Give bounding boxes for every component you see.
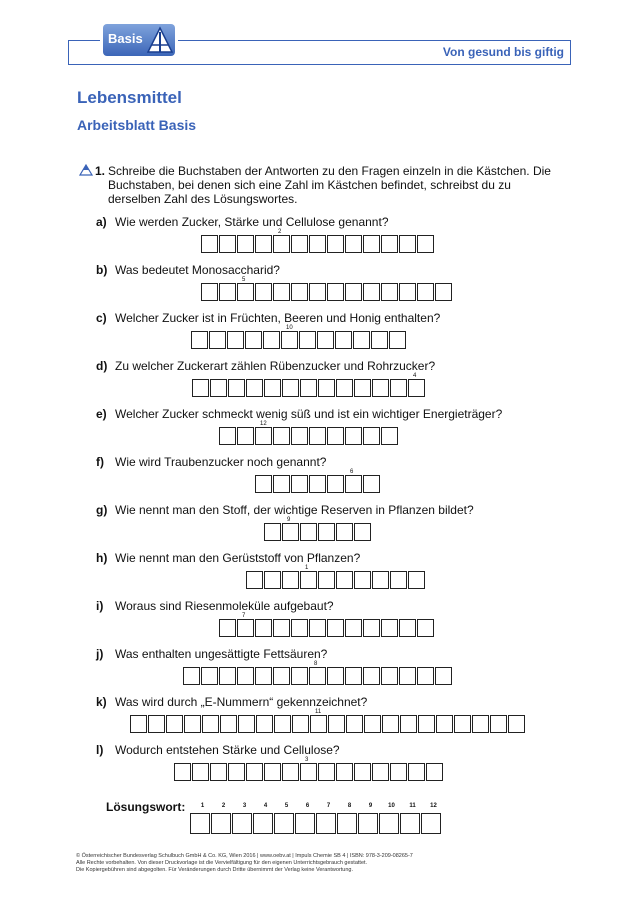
answer-cell[interactable] xyxy=(364,715,381,733)
answer-cell[interactable] xyxy=(264,763,281,781)
answer-boxes xyxy=(192,379,426,397)
question-text: Wodurch entstehen Stärke und Cellulose? xyxy=(115,743,340,757)
answer-cell[interactable] xyxy=(363,283,380,301)
answer-boxes xyxy=(255,475,381,493)
question-text: Welcher Zucker ist in Früchten, Beeren und Honig enthalten? xyxy=(115,311,441,325)
solution-index-mark: 9 xyxy=(287,517,291,523)
answer-cell[interactable] xyxy=(255,283,272,301)
basis-logo xyxy=(100,21,178,59)
answer-cell[interactable] xyxy=(246,763,263,781)
footer-line: Die Kopiergebühren sind abgegolten. Für Veränderungen durch Dritte übernimmt der Verlag keine Verantwortung. xyxy=(76,867,354,873)
answer-cell[interactable] xyxy=(291,235,308,253)
solution-index-mark: 12 xyxy=(260,421,267,427)
answer-cell[interactable] xyxy=(335,331,352,349)
answer-cell[interactable] xyxy=(381,619,398,637)
question-text: Was wird durch „E-Nummern“ gekennzeichnet? xyxy=(115,695,368,709)
answer-cell[interactable] xyxy=(345,619,362,637)
answer-cell[interactable] xyxy=(399,619,416,637)
answer-cell[interactable] xyxy=(202,715,219,733)
answer-cell[interactable] xyxy=(345,235,362,253)
solution-cell[interactable] xyxy=(379,813,399,834)
answer-cell[interactable] xyxy=(390,379,407,397)
question-label: b) xyxy=(96,263,108,277)
answer-boxes xyxy=(219,619,435,637)
answer-cell[interactable] xyxy=(237,283,254,301)
question-text: Wie werden Zucker, Stärke und Cellulose genannt? xyxy=(115,215,389,229)
solution-cell[interactable] xyxy=(211,813,231,834)
answer-cell[interactable] xyxy=(219,427,236,445)
solution-cell[interactable] xyxy=(190,813,210,834)
answer-cell[interactable] xyxy=(454,715,471,733)
answer-cell[interactable] xyxy=(417,667,434,685)
answer-cell[interactable] xyxy=(192,379,209,397)
answer-cell[interactable] xyxy=(227,331,244,349)
question-label: e) xyxy=(96,407,107,421)
answer-cell[interactable] xyxy=(418,715,435,733)
answer-cell[interactable] xyxy=(220,715,237,733)
question-text: Wie wird Traubenzucker noch genannt? xyxy=(115,455,327,469)
solution-cell[interactable] xyxy=(358,813,378,834)
answer-cell[interactable] xyxy=(255,667,272,685)
solution-label: Lösungswort: xyxy=(106,800,186,814)
question-label: c) xyxy=(96,311,107,325)
answer-cell[interactable] xyxy=(371,331,388,349)
answer-cell[interactable] xyxy=(201,667,218,685)
answer-cell[interactable] xyxy=(255,619,272,637)
footer-line: © Österreichischer Bundesverlag Schulbuch GmbH & Co. KG, Wien 2016 | www.oebv.at | Impuls Chemie SB 4 | ISBN: 978-3-209-08265-7 xyxy=(76,853,413,859)
answer-cell[interactable] xyxy=(399,235,416,253)
answer-cell[interactable] xyxy=(274,715,291,733)
header-topic: Von gesund bis giftig xyxy=(442,45,564,59)
solution-index-mark: 8 xyxy=(314,661,318,667)
solution-index-mark: 6 xyxy=(350,469,354,475)
answer-boxes xyxy=(264,523,372,541)
answer-cell[interactable] xyxy=(219,667,236,685)
solution-boxes xyxy=(190,813,442,831)
question-label: g) xyxy=(96,503,108,517)
answer-cell[interactable] xyxy=(382,715,399,733)
question-label: k) xyxy=(96,695,107,709)
answer-cell[interactable] xyxy=(346,715,363,733)
answer-cell[interactable] xyxy=(291,475,308,493)
question-text: Was bedeutet Monosaccharid? xyxy=(115,263,280,277)
solution-index-mark: 2 xyxy=(278,229,282,235)
answer-cell[interactable] xyxy=(130,715,147,733)
question-text: Zu welcher Zuckerart zählen Rübenzucker und Rohrzucker? xyxy=(115,359,436,373)
answer-cell[interactable] xyxy=(354,523,371,541)
answer-cell[interactable] xyxy=(210,763,227,781)
answer-cell[interactable] xyxy=(309,619,326,637)
solution-number: 9 xyxy=(368,803,373,809)
answer-cell[interactable] xyxy=(408,763,425,781)
answer-cell[interactable] xyxy=(201,283,218,301)
answer-cell[interactable] xyxy=(328,715,345,733)
solution-index-mark: 7 xyxy=(242,613,246,619)
answer-cell[interactable] xyxy=(372,763,389,781)
answer-cell[interactable] xyxy=(472,715,489,733)
logo-text: Basis xyxy=(108,31,143,46)
answer-cell[interactable] xyxy=(273,283,290,301)
answer-cell[interactable] xyxy=(245,331,262,349)
answer-cell[interactable] xyxy=(292,715,309,733)
answer-cell[interactable] xyxy=(417,235,434,253)
solution-cell[interactable] xyxy=(232,813,252,834)
answer-cell[interactable] xyxy=(282,763,299,781)
answer-cell[interactable] xyxy=(282,571,299,589)
page-subtitle: Arbeitsblatt Basis xyxy=(77,117,197,133)
solution-number: 10 xyxy=(388,803,395,809)
question-label: d) xyxy=(96,359,108,373)
solution-cell[interactable] xyxy=(421,813,441,834)
answer-cell[interactable] xyxy=(327,283,344,301)
answer-cell[interactable] xyxy=(255,235,272,253)
answer-cell[interactable] xyxy=(327,475,344,493)
answer-cell[interactable] xyxy=(426,763,443,781)
solution-numbers xyxy=(192,803,444,809)
answer-cell[interactable] xyxy=(300,763,317,781)
answer-cell[interactable] xyxy=(300,379,317,397)
answer-cell[interactable] xyxy=(435,667,452,685)
answer-cell[interactable] xyxy=(336,379,353,397)
answer-boxes xyxy=(174,763,444,781)
answer-cell[interactable] xyxy=(246,379,263,397)
question-label: l) xyxy=(96,743,104,757)
answer-cell[interactable] xyxy=(309,667,326,685)
footer-line: Alle Rechte vorbehalten. Von dieser Druckvorlage ist die Vervielfältigung für den eigenen Unterrichtsgebrauch gestattet. xyxy=(76,860,368,866)
question-text: Woraus sind Riesenmoleküle aufgebaut? xyxy=(115,599,334,613)
solution-index-mark: 5 xyxy=(242,277,246,283)
solution-cell[interactable] xyxy=(400,813,420,834)
answer-boxes xyxy=(201,283,453,301)
answer-cell[interactable] xyxy=(363,619,380,637)
answer-cell[interactable] xyxy=(291,283,308,301)
answer-boxes xyxy=(183,667,453,685)
solution-cell[interactable] xyxy=(274,813,294,834)
answer-cell[interactable] xyxy=(354,763,371,781)
answer-cell[interactable] xyxy=(363,475,380,493)
answer-cell[interactable] xyxy=(372,379,389,397)
answer-cell[interactable] xyxy=(363,667,380,685)
task-number: 1. xyxy=(95,164,106,178)
solution-number: 4 xyxy=(263,803,268,809)
answer-cell[interactable] xyxy=(183,667,200,685)
answer-boxes xyxy=(191,331,407,349)
answer-cell[interactable] xyxy=(191,331,208,349)
answer-cell[interactable] xyxy=(174,763,191,781)
answer-cell[interactable] xyxy=(309,283,326,301)
answer-cell[interactable] xyxy=(166,715,183,733)
answer-cell[interactable] xyxy=(192,763,209,781)
answer-cell[interactable] xyxy=(389,331,406,349)
answer-boxes xyxy=(201,235,435,253)
answer-cell[interactable] xyxy=(237,427,254,445)
answer-cell[interactable] xyxy=(273,427,290,445)
answer-cell[interactable] xyxy=(318,523,335,541)
answer-cell[interactable] xyxy=(390,763,407,781)
solution-index-mark: 11 xyxy=(315,709,322,715)
answer-cell[interactable] xyxy=(317,331,334,349)
solution-cell[interactable] xyxy=(316,813,336,834)
answer-cell[interactable] xyxy=(309,475,326,493)
answer-cell[interactable] xyxy=(381,235,398,253)
answer-cell[interactable] xyxy=(353,331,370,349)
answer-cell[interactable] xyxy=(508,715,525,733)
answer-cell[interactable] xyxy=(219,619,236,637)
solution-number: 7 xyxy=(326,803,331,809)
question-text: Wie nennt man den Stoff, der wichtige Reserven in Pflanzen bildet? xyxy=(115,503,474,517)
answer-cell[interactable] xyxy=(273,667,290,685)
answer-cell[interactable] xyxy=(345,283,362,301)
answer-cell[interactable] xyxy=(490,715,507,733)
solution-number: 1 xyxy=(200,803,205,809)
answer-cell[interactable] xyxy=(291,667,308,685)
question-label: f) xyxy=(96,455,104,469)
answer-cell[interactable] xyxy=(263,331,280,349)
answer-cell[interactable] xyxy=(436,715,453,733)
solution-cell[interactable] xyxy=(337,813,357,834)
question-label: h) xyxy=(96,551,108,565)
answer-cell[interactable] xyxy=(219,235,236,253)
triangle-logo-icon xyxy=(146,26,174,54)
answer-cell[interactable] xyxy=(309,235,326,253)
answer-cell[interactable] xyxy=(318,763,335,781)
answer-cell[interactable] xyxy=(282,523,299,541)
answer-cell[interactable] xyxy=(264,571,281,589)
answer-cell[interactable] xyxy=(184,715,201,733)
solution-number: 5 xyxy=(284,803,289,809)
answer-cell[interactable] xyxy=(237,235,254,253)
answer-cell[interactable] xyxy=(399,283,416,301)
question-label: j) xyxy=(96,647,104,661)
solution-cell[interactable] xyxy=(253,813,273,834)
answer-cell[interactable] xyxy=(381,667,398,685)
answer-cell[interactable] xyxy=(291,619,308,637)
answer-boxes xyxy=(219,427,399,445)
answer-cell[interactable] xyxy=(291,427,308,445)
answer-cell[interactable] xyxy=(255,475,272,493)
answer-cell[interactable] xyxy=(372,571,389,589)
answer-cell[interactable] xyxy=(238,715,255,733)
answer-cell[interactable] xyxy=(273,619,290,637)
answer-boxes xyxy=(246,571,426,589)
answer-cell[interactable] xyxy=(417,619,434,637)
solution-number: 11 xyxy=(409,803,416,809)
answer-cell[interactable] xyxy=(219,283,236,301)
answer-cell[interactable] xyxy=(318,571,335,589)
answer-cell[interactable] xyxy=(399,667,416,685)
answer-cell[interactable] xyxy=(300,523,317,541)
question-label: a) xyxy=(96,215,107,229)
answer-cell[interactable] xyxy=(273,235,290,253)
answer-cell[interactable] xyxy=(400,715,417,733)
answer-cell[interactable] xyxy=(327,619,344,637)
answer-cell[interactable] xyxy=(408,379,425,397)
answer-cell[interactable] xyxy=(363,235,380,253)
answer-cell[interactable] xyxy=(237,619,254,637)
level-triangle-icon xyxy=(79,164,93,176)
answer-cell[interactable] xyxy=(310,715,327,733)
answer-cell[interactable] xyxy=(209,331,226,349)
answer-cell[interactable] xyxy=(273,475,290,493)
solution-number: 6 xyxy=(305,803,310,809)
question-label: i) xyxy=(96,599,104,613)
solution-cell[interactable] xyxy=(295,813,315,834)
question-text: Was enthalten ungesättigte Fettsäuren? xyxy=(115,647,328,661)
answer-cell[interactable] xyxy=(327,235,344,253)
answer-cell[interactable] xyxy=(246,571,263,589)
answer-cell[interactable] xyxy=(390,571,407,589)
answer-cell[interactable] xyxy=(299,331,316,349)
answer-cell[interactable] xyxy=(336,571,353,589)
answer-cell[interactable] xyxy=(345,427,362,445)
answer-cell[interactable] xyxy=(336,763,353,781)
answer-cell[interactable] xyxy=(408,571,425,589)
solution-index-mark: 1 xyxy=(305,565,309,571)
answer-cell[interactable] xyxy=(300,571,317,589)
answer-cell[interactable] xyxy=(354,571,371,589)
answer-cell[interactable] xyxy=(228,379,245,397)
question-text: Wie nennt man den Gerüststoff von Pflanzen? xyxy=(115,551,361,565)
answer-cell[interactable] xyxy=(345,475,362,493)
answer-cell[interactable] xyxy=(363,427,380,445)
answer-cell[interactable] xyxy=(201,235,218,253)
answer-cell[interactable] xyxy=(255,427,272,445)
answer-cell[interactable] xyxy=(318,379,335,397)
answer-cell[interactable] xyxy=(281,331,298,349)
answer-cell[interactable] xyxy=(264,379,281,397)
solution-number: 12 xyxy=(430,803,437,809)
answer-cell[interactable] xyxy=(327,427,344,445)
answer-cell[interactable] xyxy=(148,715,165,733)
answer-cell[interactable] xyxy=(282,379,299,397)
answer-cell[interactable] xyxy=(264,523,281,541)
answer-cell[interactable] xyxy=(435,283,452,301)
answer-cell[interactable] xyxy=(336,523,353,541)
solution-index-mark: 3 xyxy=(305,757,309,763)
answer-cell[interactable] xyxy=(381,427,398,445)
answer-cell[interactable] xyxy=(381,283,398,301)
answer-cell[interactable] xyxy=(228,763,245,781)
answer-cell[interactable] xyxy=(309,427,326,445)
answer-cell[interactable] xyxy=(210,379,227,397)
answer-boxes xyxy=(130,715,526,733)
solution-number: 3 xyxy=(242,803,247,809)
page-title: Lebensmittel xyxy=(77,88,182,107)
solution-index-mark: 4 xyxy=(413,373,417,379)
solution-index-mark: 10 xyxy=(286,325,293,331)
answer-cell[interactable] xyxy=(354,379,371,397)
footer xyxy=(76,853,576,874)
answer-cell[interactable] xyxy=(327,667,344,685)
solution-number: 2 xyxy=(221,803,226,809)
question-text: Welcher Zucker schmeckt wenig süß und ist ein wichtiger Energieträger? xyxy=(115,407,503,421)
answer-cell[interactable] xyxy=(345,667,362,685)
task-text: Schreibe die Buchstaben der Antworten zu den Fragen einzeln in die Kästchen. Die Buchstaben, bei denen sich eine Zahl im Kästchen befindet, schreibst du zu derselben Zahl des Lösungswortes. xyxy=(108,164,551,206)
answer-cell[interactable] xyxy=(256,715,273,733)
solution-number: 8 xyxy=(347,803,352,809)
answer-cell[interactable] xyxy=(237,667,254,685)
answer-cell[interactable] xyxy=(417,283,434,301)
